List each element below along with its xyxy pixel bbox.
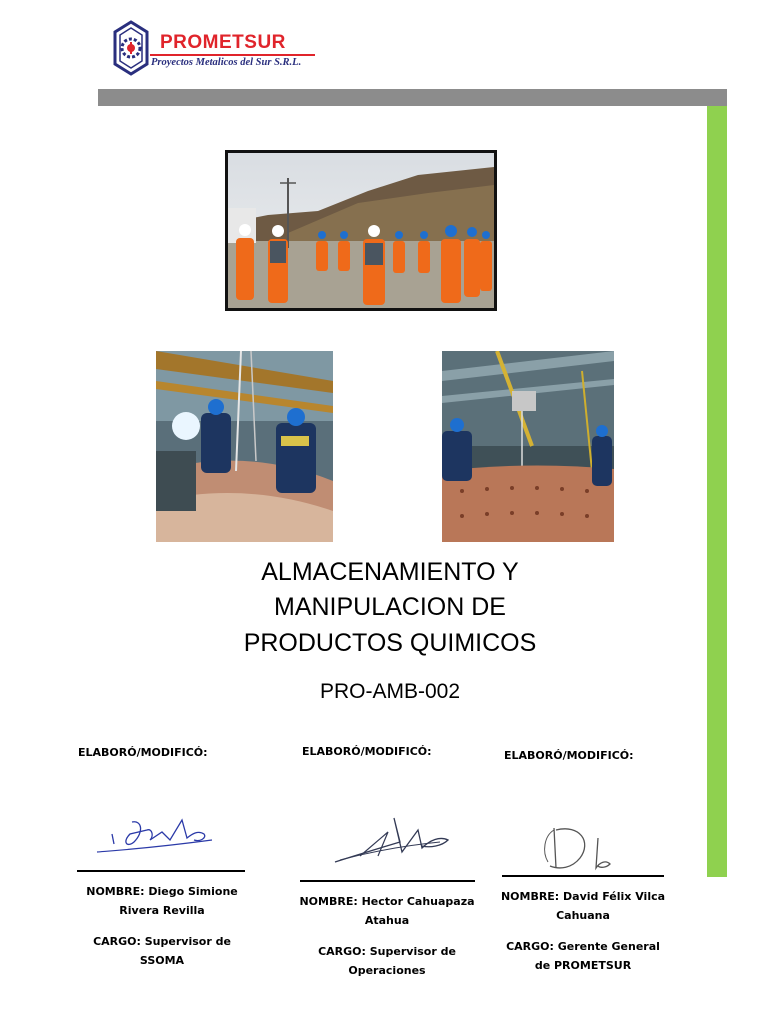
role-label: ELABORÓ/MODIFICÓ:	[504, 749, 634, 762]
document-title-line-1: ALMACENAMIENTO Y	[261, 558, 519, 586]
document-code: PRO-AMB-002	[319, 680, 461, 703]
signer-cargo: CARGO: Supervisor de SSOMA	[93, 935, 231, 967]
signature-3	[540, 822, 620, 879]
workers-on-mill-photo	[156, 351, 333, 542]
signature-line	[300, 880, 475, 882]
company-tagline: Proyectos Metalicos del Sur S.R.L.	[151, 57, 302, 68]
signer-name: NOMBRE: Hector Cahuapaza Atahua	[299, 895, 475, 927]
document-title-line-3: PRODUCTOS QUIMICOS	[243, 629, 537, 657]
document-title-line-2: MANIPULACION DE	[274, 593, 506, 621]
company-name: PROMETSUR	[160, 32, 286, 53]
signature-line	[502, 875, 664, 877]
signer-name: NOMBRE: Diego Simione Rivera Revilla	[86, 885, 238, 917]
header-bar	[98, 89, 727, 106]
signature-1	[92, 812, 217, 865]
signature-line	[77, 870, 245, 872]
workers-safety-meeting-photo	[225, 150, 497, 311]
logo-underline	[150, 54, 315, 56]
signer-cargo: CARGO: Supervisor de Operaciones	[318, 945, 456, 977]
role-label: ELABORÓ/MODIFICÓ:	[302, 745, 432, 758]
signer-name: NOMBRE: David Félix Vilca Cahuana	[500, 890, 666, 922]
crane-over-mill-photo	[442, 351, 614, 542]
prometsur-logo-icon	[112, 20, 150, 78]
role-label: ELABORÓ/MODIFICÓ:	[78, 746, 208, 759]
signer-cargo: CARGO: Gerente General de PROMETSUR	[506, 940, 660, 972]
side-accent-bar	[707, 106, 727, 877]
signature-2	[330, 812, 455, 875]
